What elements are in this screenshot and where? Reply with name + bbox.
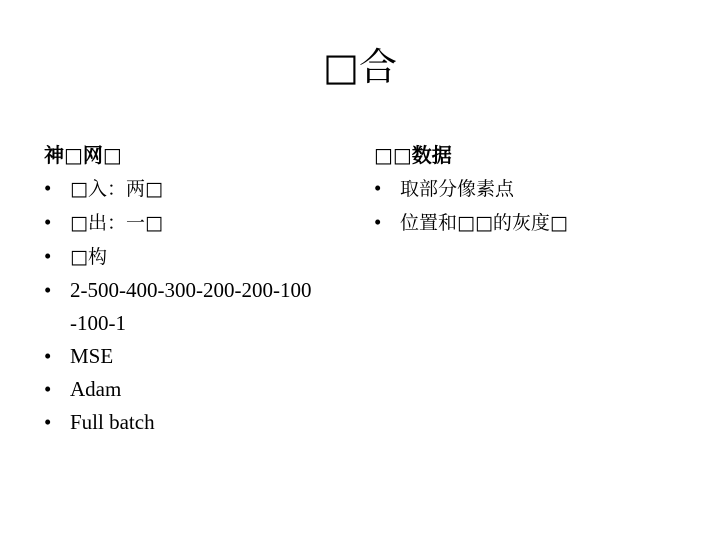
list-item-text: Full batch [70, 410, 155, 434]
left-column [44, 140, 374, 439]
list-item [44, 240, 374, 274]
bullet-icon: • [44, 244, 52, 268]
bullet-icon: • [44, 210, 52, 234]
bullet-icon: • [44, 176, 52, 200]
list-item [374, 206, 704, 240]
right-bullet-list [374, 172, 704, 240]
bullet-icon: • [44, 410, 52, 434]
list-item-text: □出：一□ [70, 212, 163, 234]
bullet-icon: • [44, 377, 52, 401]
bullet-icon: • [44, 344, 52, 368]
list-item-text: Adam [70, 377, 122, 401]
list-item-text-continuation: -100-1 [70, 311, 126, 335]
list-item-text: 位置和□□的灰度□ [400, 212, 568, 234]
list-item-text: 2-500-400-300-200-200-100 [70, 278, 312, 302]
list-item [44, 172, 374, 206]
list-item-text: □入：两□ [70, 178, 163, 200]
list-item [374, 172, 704, 206]
right-column-heading: □□数据 [374, 143, 452, 167]
list-item-text: □构 [70, 246, 107, 268]
left-column-heading: 神□网□ [44, 143, 122, 167]
right-column [374, 140, 704, 240]
list-item [44, 340, 374, 373]
list-item-text: 取部分像素点 [400, 178, 515, 200]
list-item-text: MSE [70, 344, 114, 368]
list-item [44, 406, 374, 439]
list-item [44, 373, 374, 406]
list-item [44, 206, 374, 240]
bullet-icon: • [44, 278, 52, 302]
list-item [44, 274, 374, 340]
slide-title: □合 [323, 45, 397, 89]
left-bullet-list [44, 172, 374, 439]
bullet-icon: • [374, 210, 382, 234]
bullet-icon: • [374, 176, 382, 200]
